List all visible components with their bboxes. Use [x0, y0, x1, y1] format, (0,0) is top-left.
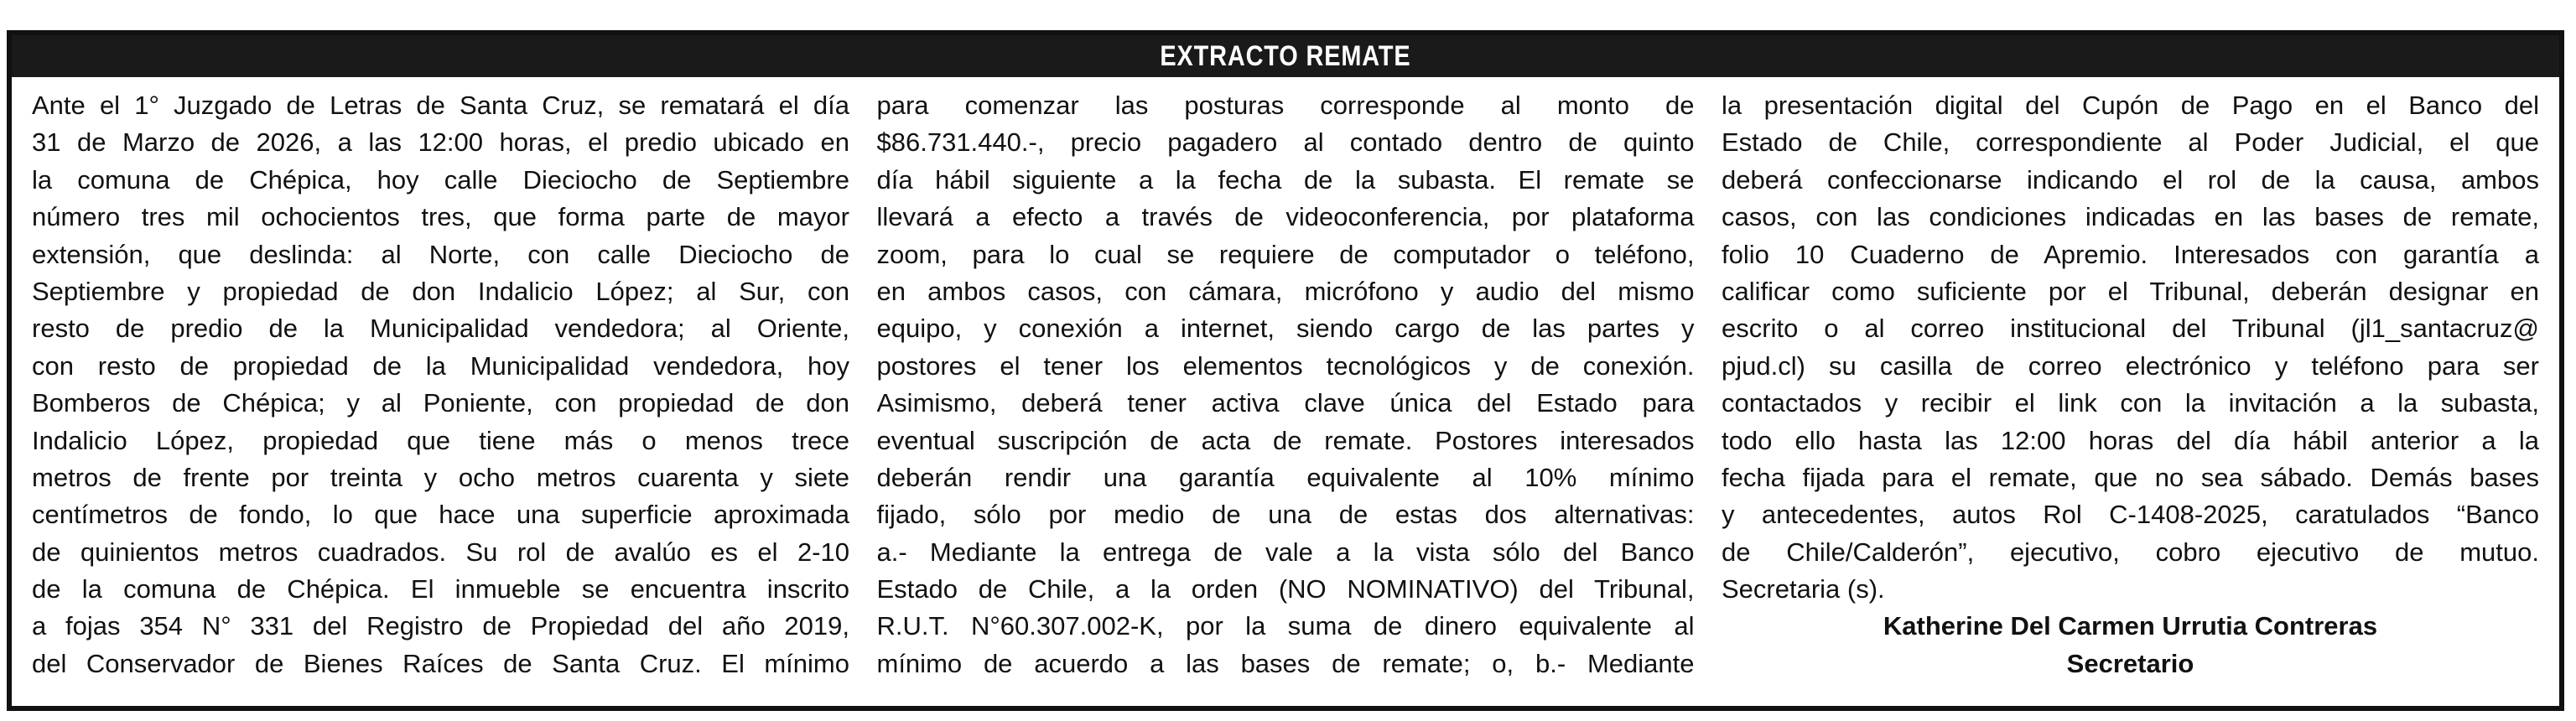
notice-header-bar	[12, 35, 2559, 77]
text-line: deberá confeccionarse indicando el rol de la causa, ambos	[1722, 164, 2539, 195]
text-line: casos, con las condiciones indicadas en las bases de remate,	[1722, 202, 2539, 232]
text-line: R.U.T. N°60.307.002-K, por la suma de dinero equivalente al	[876, 611, 1695, 641]
text-line: metros de frente por treinta y ocho metros cuarenta y siete	[32, 462, 849, 492]
text-line: resto de predio de la Municipalidad vendedora; al Oriente,	[32, 314, 849, 344]
text-line: del Conservador de Bienes Raíces de Santa Cruz. El mínimo	[32, 648, 849, 678]
text-line: eventual suscripción de acta de remate. Postores interesados	[876, 425, 1695, 455]
text-line: $86.731.440.-, precio pagadero al contado dentro de quinto	[876, 127, 1695, 158]
text-line: Ante el 1° Juzgado de Letras de Santa Cruz, se rematará el día	[32, 91, 849, 120]
text-line: de la comuna de Chépica. El inmueble se encuentra inscrito	[32, 574, 849, 604]
text-line: llevará a efecto a través de videoconferencia, por plataforma	[876, 202, 1695, 232]
notice-column-3	[1722, 87, 2539, 698]
text-line: fecha fijada para el remate, que no sea sábado. Demás bases	[1722, 462, 2539, 492]
text-line: día hábil siguiente a la fecha de la subasta. El remate se	[876, 164, 1695, 195]
text-line: folio 10 Cuaderno de Apremio. Interesados con garantía a	[1722, 239, 2539, 269]
signature-name: Katherine Del Carmen Urrutia Contreras	[1883, 611, 2378, 641]
signature-title: Secretario	[2066, 648, 2194, 678]
text-line: Estado de Chile, correspondiente al Poder Judicial, el que	[1722, 127, 2539, 158]
text-line: Bomberos de Chépica; y al Poniente, con propiedad de don	[32, 388, 849, 418]
legal-notice-box	[7, 30, 2564, 711]
text-line: Secretaria (s).	[1722, 574, 1885, 604]
text-line: contactados y recibir el link con la invitación a la subasta,	[1722, 388, 2539, 418]
text-line: a.- Mediante la entrega de vale a la vista sólo del Banco	[876, 537, 1695, 567]
text-line: para comenzar las posturas corresponde al monto de	[876, 91, 1695, 120]
text-line: número tres mil ochocientos tres, que forma parte de mayor	[32, 202, 849, 232]
text-line: Estado de Chile, a la orden (NO NOMINATIVO) del Tribunal,	[876, 574, 1695, 604]
text-line: escrito o al correo institucional del Tribunal (jl1_santacruz@	[1722, 314, 2539, 344]
notice-column-1	[32, 87, 849, 698]
text-line: de quinientos metros cuadrados. Su rol de avalúo es el 2-10	[32, 537, 849, 567]
text-line: fijado, sólo por medio de una de estas dos alternativas:	[876, 500, 1695, 530]
text-line: postores el tener los elementos tecnológicos y de conexión.	[876, 350, 1695, 381]
text-line: y antecedentes, autos Rol C-1408-2025, caratulados “Banco	[1722, 500, 2539, 530]
text-line: la comuna de Chépica, hoy calle Dieciocho de Septiembre	[32, 164, 849, 195]
text-line: 31 de Marzo de 2026, a las 12:00 horas, el predio ubicado en	[32, 127, 849, 158]
text-line: zoom, para lo cual se requiere de computador o teléfono,	[876, 239, 1695, 269]
text-line: a fojas 354 N° 331 del Registro de Propiedad del año 2019,	[32, 611, 849, 641]
text-line: con resto de propiedad de la Municipalidad vendedora, hoy	[32, 350, 849, 381]
text-line: todo ello hasta las 12:00 horas del día hábil anterior a la	[1722, 425, 2539, 455]
text-line: Asimismo, deberá tener activa clave única del Estado para	[876, 388, 1695, 418]
text-line: Indalicio López, propiedad que tiene más o menos trece	[32, 425, 849, 455]
notice-columns	[32, 87, 2539, 698]
text-line: centímetros de fondo, lo que hace una superficie aproximada	[32, 500, 849, 530]
text-line: la presentación digital del Cupón de Pago en el Banco del	[1722, 91, 2539, 120]
text-line: extensión, que deslinda: al Norte, con calle Dieciocho de	[32, 239, 849, 269]
text-line: de Chile/Calderón”, ejecutivo, cobro ejecutivo de mutuo.	[1722, 537, 2539, 567]
text-line: pjud.cl) su casilla de correo electrónico y teléfono para ser	[1722, 350, 2539, 381]
notice-column-2	[877, 87, 1695, 698]
notice-title: EXTRACTO REMATE	[1160, 39, 1411, 72]
text-line: calificar como suficiente por el Tribunal, deberán designar en	[1722, 276, 2539, 306]
text-line: en ambos casos, con cámara, micrófono y audio del mismo	[876, 276, 1695, 306]
text-line: deberán rendir una garantía equivalente al 10% mínimo	[876, 462, 1695, 492]
text-line: Septiembre y propiedad de don Indalicio López; al Sur, con	[32, 276, 849, 306]
text-line: mínimo de acuerdo a las bases de remate; o, b.- Mediante	[876, 648, 1695, 678]
text-line: equipo, y conexión a internet, siendo cargo de las partes y	[876, 314, 1695, 344]
